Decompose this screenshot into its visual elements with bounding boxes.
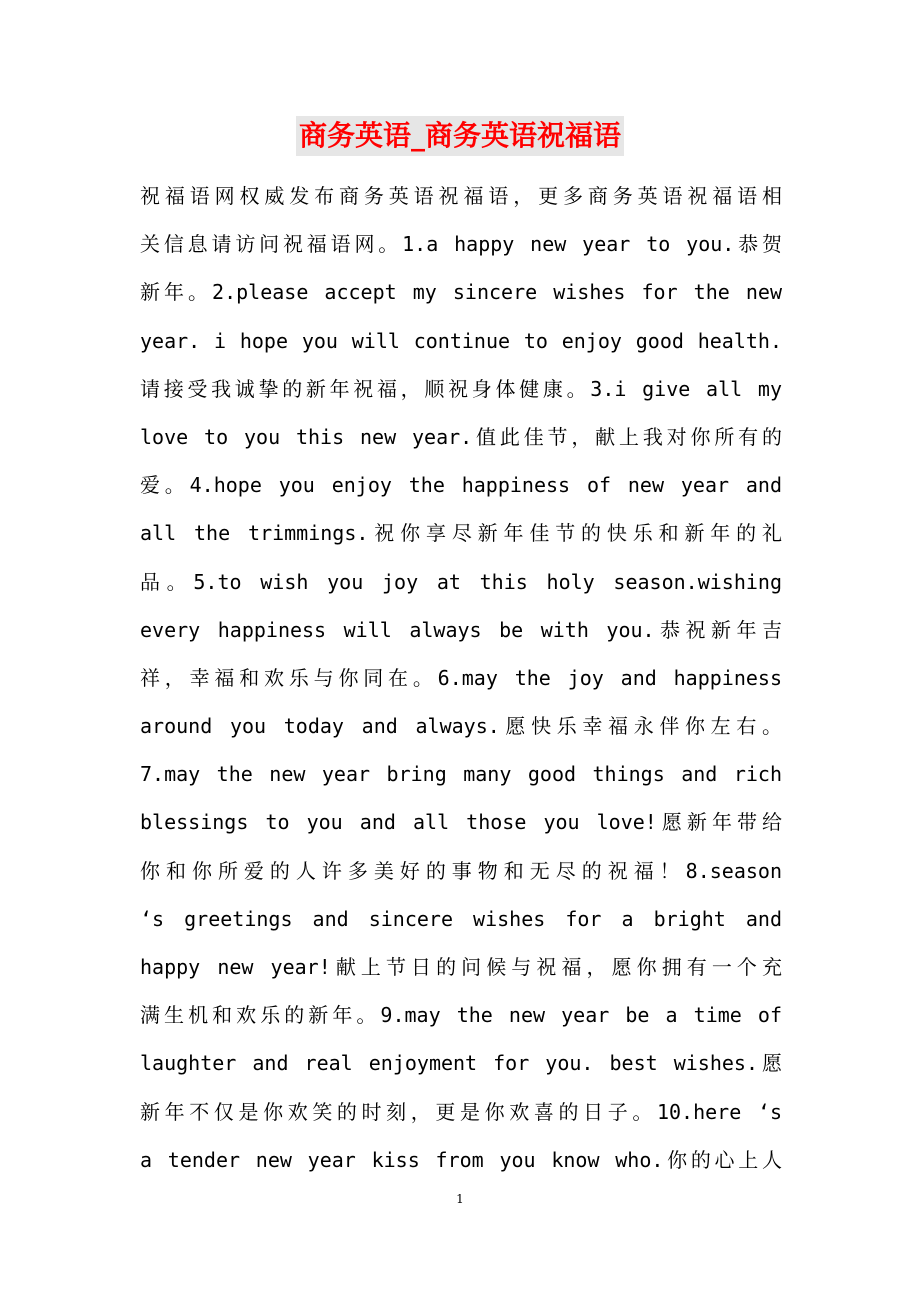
body-line: 新年不仅是你欢笑的时刻，更是你欢喜的日子。10.here ‘s — [140, 1099, 782, 1124]
body-line: around you today and always.愿快乐幸福永伴你左右。 — [140, 714, 782, 739]
document-body — [140, 172, 782, 1184]
body-line: year. i hope you will continue to enjoy good health. — [140, 328, 782, 353]
body-line: every happiness will always be with you.恭祝新年吉 — [140, 617, 782, 642]
body-line: 品。5.to wish you joy at this holy season.wishing — [140, 569, 782, 594]
body-line: a tender new year kiss from you know who.你的心上人 — [140, 1147, 782, 1172]
body-line: ‘s greetings and sincere wishes for a bright and — [140, 906, 782, 931]
body-line: 关信息请访问祝福语网。1.a happy new year to you.恭贺 — [140, 232, 782, 257]
body-line: 祥，幸福和欢乐与你同在。6.may the joy and happiness — [140, 665, 782, 690]
body-line: 祝福语网权威发布商务英语祝福语，更多商务英语祝福语相 — [140, 184, 782, 208]
body-line: love to you this new year.值此佳节，献上我对你所有的 — [140, 424, 782, 449]
body-line: 满生机和欢乐的新年。9.may the new year be a time of — [140, 1003, 782, 1028]
body-line: 爱。4.hope you enjoy the happiness of new year and — [140, 473, 782, 498]
title-container — [0, 116, 920, 156]
body-line: 新年。2.please accept my sincere wishes for the new — [140, 280, 782, 305]
body-line: happy new year!献上节日的问候与祝福，愿你拥有一个充 — [140, 955, 782, 979]
body-line: 请接受我诚挚的新年祝福，顺祝身体健康。3.i give all my — [140, 376, 782, 401]
document-title: 商务英语_商务英语祝福语 — [296, 116, 624, 156]
body-line: all the trimmings.祝你享尽新年佳节的快乐和新年的礼 — [140, 521, 782, 546]
body-line: 你和你所爱的人许多美好的事物和无尽的祝福！8.season — [140, 858, 782, 883]
body-line: 7.may the new year bring many good things and rich — [140, 762, 782, 787]
body-line: laughter and real enjoyment for you. best wishes.愿 — [140, 1051, 782, 1076]
body-line: blessings to you and all those you love!愿新年带给 — [140, 810, 782, 835]
page-number: 1 — [456, 1192, 464, 1206]
